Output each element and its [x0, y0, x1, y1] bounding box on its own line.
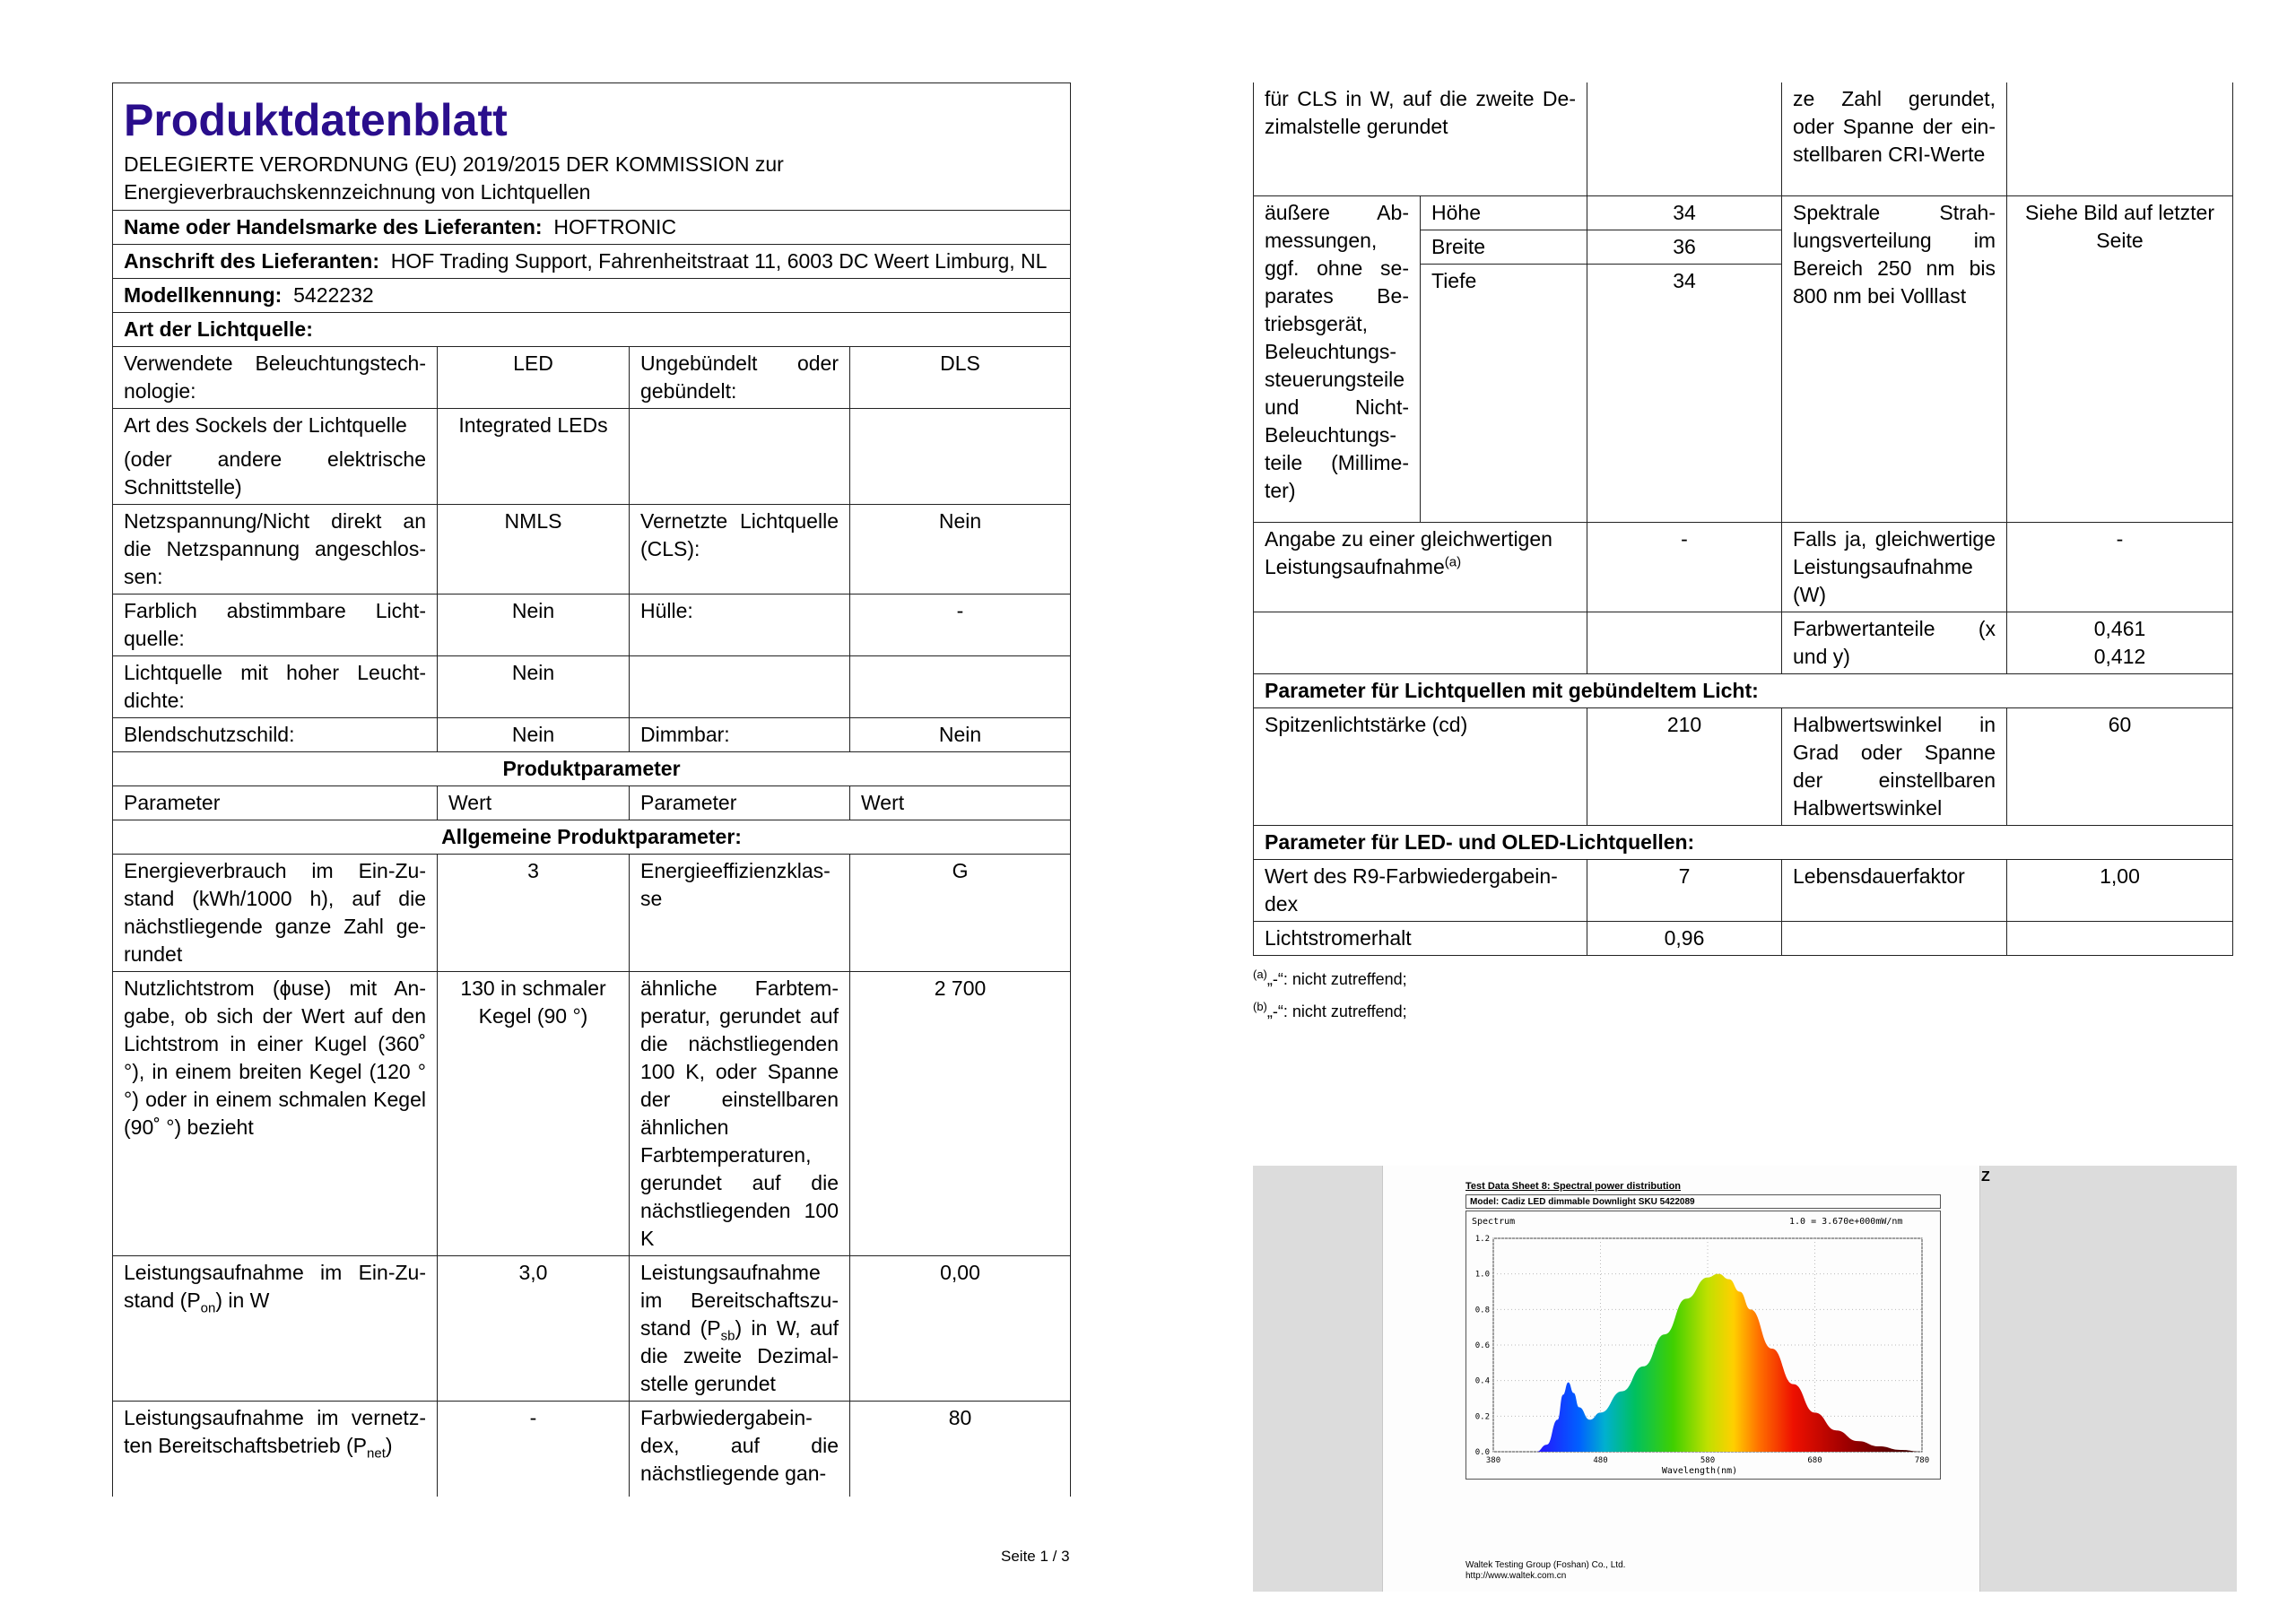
spectrum-footer: [1465, 1560, 1625, 1582]
x-tick-label: 780: [1914, 1456, 1930, 1465]
column-header: Parameter: [113, 786, 438, 820]
spectrum-plot-frame: [1465, 1211, 1941, 1480]
value-cell: Integrated LEDs: [438, 409, 630, 505]
lab-url: http://www.waltek.com.cn: [1465, 1571, 1567, 1581]
value-cell: LED: [438, 347, 630, 409]
param-cell: Leistungsaufnahme im Ein-Zustand $(P_{on})$ in W: [113, 1256, 438, 1402]
spectrum-sheet-title: Test Data Sheet 8: Spectral power distribution: [1465, 1181, 1682, 1192]
param-cell: Falls ja, gleichwertige Leistungsaufnahme (W): [1782, 523, 2007, 612]
table-row: [1254, 196, 2233, 230]
param-cell: Netzspannung/Nicht direkt an die Netzspannung angeschlossen:: [113, 505, 438, 595]
section-heading-product-params: Produktparameter: [113, 752, 1071, 786]
regulation-text: DELEGIERTE VERORDNUNG (EU) 2019/2015 DER KOMMISSION zur Energieverbrauchskennzeichnung von Lichtquellen: [124, 152, 784, 204]
value-cell: 130 in schmaler Kegel (90 °): [438, 972, 630, 1256]
model-label: Modellkennung:: [124, 283, 283, 307]
param-cell: ähnliche Farbtemperatur, gerundet auf die nächstliegenden 100 K, oder Spanne der einstellbaren ähnlichen Farbtemperaturen, gerundet auf die nächstliegenden 100 K: [630, 972, 850, 1256]
param-cell: Halbwertswinkel in Grad oder Spanne der einstellbaren Halbwertswinkel: [1782, 708, 2007, 826]
section-heading-general-params: Allgemeine Produktparameter:: [113, 820, 1071, 855]
x-tick-label: 580: [1700, 1456, 1716, 1465]
depth-value: 34: [1587, 265, 1782, 299]
spectrum-label: Spectrum: [1472, 1217, 1516, 1227]
table-row: [1254, 860, 2233, 922]
datasheet-page-1: [112, 82, 1070, 1497]
depth-label: Tiefe: [1421, 265, 1587, 299]
param-cell: Vernetzte Lichtquelle (CLS):: [630, 505, 850, 595]
value-cell: [2007, 82, 2233, 196]
width-label: Breite: [1421, 230, 1587, 265]
spectrum-test-sheet: [1382, 1166, 1980, 1592]
section-heading-led: Parameter für LED- und OLED-Lichtquellen:: [1254, 826, 2233, 860]
y-tick-label: 0.4: [1474, 1376, 1490, 1386]
page-number: Seite 1 / 3: [1001, 1548, 1070, 1565]
param-cell: Ungebündelt oder gebündelt:: [630, 347, 850, 409]
supplier-label: Name oder Handelsmarke des Lieferanten:: [124, 215, 543, 239]
y-tick-label: 0.6: [1474, 1341, 1490, 1350]
spectrum-curve: [1493, 1274, 1922, 1452]
table-row: [113, 347, 1071, 409]
table-row: [113, 1402, 1071, 1497]
param-cell: [630, 409, 850, 505]
value-cell: 0,96: [1587, 922, 1782, 956]
table-row: [1254, 708, 2233, 826]
section-heading-beam: Parameter für Lichtquellen mit gebündeltem Licht:: [1254, 674, 2233, 708]
table-row: [113, 718, 1071, 752]
x-tick-label: 380: [1485, 1456, 1501, 1465]
value-cell: -: [438, 1402, 630, 1497]
value-cell: G: [850, 855, 1071, 972]
param-cell: Blendschutzschild:: [113, 718, 438, 752]
value-cell: Nein: [850, 505, 1071, 595]
table-row: [113, 505, 1071, 595]
spectrum-scale-note: 1.0 = 3.670e+000mW/nm: [1789, 1217, 1903, 1227]
table-row: [113, 855, 1071, 972]
param-cell: Lichtquelle mit hoher Leuchtdichte:: [113, 656, 438, 718]
table-row: [113, 972, 1071, 1256]
model-value: 5422232: [293, 283, 374, 307]
param-cell: Wert des R9-Farbwiedergabeindex: [1254, 860, 1587, 922]
column-header-row: [113, 786, 1071, 820]
value-cell: 80: [850, 1402, 1071, 1497]
param-cell: Verwendete Beleuchtungstechnologie:: [113, 347, 438, 409]
value-cell: 60: [2007, 708, 2233, 826]
value-cell: Nein: [438, 656, 630, 718]
param-cell: (oder andere elektrische Schnittstelle): [124, 447, 426, 499]
y-tick-label: 0.2: [1474, 1412, 1490, 1422]
param-cell: Art des Sockels der Lichtquelle: [124, 413, 407, 437]
page-title: Produktdatenblatt: [124, 95, 508, 145]
value-cell: 210: [1587, 708, 1782, 826]
table-row: [1254, 523, 2233, 612]
param-cell: Energieverbrauch im Ein-Zustand (kWh/1000 h), auf die nächstliegende ganze Zahl gerundet: [113, 855, 438, 972]
x-axis-label: Wavelength(nm): [1661, 1466, 1738, 1476]
value-cell: 3: [438, 855, 630, 972]
param-cell: Dimmbar:: [630, 718, 850, 752]
param-cell: Lebensdauerfaktor: [1782, 860, 2007, 922]
param-cell: Leistungsaufnahme im vernetzten Bereitschaftsbetrieb $(P_{net})$: [113, 1402, 438, 1497]
spectrum-model: Model: Cadiz LED dimmable Downlight SKU 5422089: [1465, 1194, 1941, 1209]
value-cell: DLS: [850, 347, 1071, 409]
value-cell: 7: [1587, 860, 1782, 922]
value-cell: [1587, 82, 1782, 196]
value-cell: NMLS: [438, 505, 630, 595]
param-cell: für CLS in W, auf die zweite Dezimalstelle gerundet: [1254, 82, 1587, 196]
param-cell: Lichtstromerhalt: [1254, 922, 1587, 956]
value-cell: [850, 656, 1071, 718]
spectrum-chart: [1466, 1211, 1940, 1479]
param-cell: ze Zahl gerundet, oder Spanne der einstellbaren CRI-Werte: [1782, 82, 2007, 196]
height-value: 34: [1587, 196, 1782, 230]
param-cell: Leistungsaufnahme im Bereitschaftszustand $(P_{sb})$ in W, auf die zweite Dezimalstelle gerundet: [630, 1256, 850, 1402]
chroma-x: 0,461: [2093, 617, 2146, 640]
dimensions-label: äußere Abmessungen, ggf. ohne separates Betriebsgerät, Beleuchtungssteuerungsteile und Nicht-Beleuchtungsteile (Millimeter): [1254, 196, 1421, 523]
y-tick-label: 0.8: [1474, 1306, 1490, 1315]
datasheet-table-left: [112, 82, 1071, 1497]
value-cell: Nein: [438, 595, 630, 656]
x-tick-label: 680: [1807, 1456, 1822, 1465]
y-tick-label: 1.2: [1474, 1235, 1490, 1244]
table-row: [113, 595, 1071, 656]
datasheet-page-2: [1253, 82, 2232, 1028]
supplier-value: HOFTRONIC: [553, 215, 677, 239]
table-row: [1254, 922, 2233, 956]
value-cell: [2007, 612, 2233, 674]
param-cell: Spitzenlichtstärke (cd): [1254, 708, 1587, 826]
x-tick-label: 480: [1593, 1456, 1608, 1465]
address-label: Anschrift des Lieferanten:: [124, 249, 379, 273]
param-cell: Farbwiedergabeindex, auf die nächstliegende gan-: [630, 1402, 850, 1497]
table-row: [1254, 82, 2233, 196]
value-cell: -: [850, 595, 1071, 656]
width-value: 36: [1587, 230, 1782, 265]
param-cell: Spektrale Strahlungsverteilung im Bereich 250 nm bis 800 nm bei Volllast: [1782, 196, 2007, 523]
light-source-type-label: Art der Lichtquelle:: [113, 313, 1071, 347]
param-cell: Energieeffizienzklasse: [630, 855, 850, 972]
param-cell: [630, 656, 850, 718]
value-cell: -: [1587, 523, 1782, 612]
value-cell: Nein: [438, 718, 630, 752]
column-header: Wert: [850, 786, 1071, 820]
param-cell: Farblich abstimmbare Lichtquelle:: [113, 595, 438, 656]
value-cell: 0,00: [850, 1256, 1071, 1402]
value-cell: 3,0: [438, 1256, 630, 1402]
value-cell: 2 700: [850, 972, 1071, 1256]
param-cell: Angabe zu einer gleichwertigen Leistungsaufnahme$^{(a)}$: [1254, 523, 1587, 612]
table-row: [113, 409, 1071, 505]
value-cell: Nein: [850, 718, 1071, 752]
y-tick-label: 0.0: [1474, 1448, 1490, 1457]
table-row: [1254, 612, 2233, 674]
datasheet-table-right: [1253, 82, 2233, 956]
spectrum-image: [1253, 1166, 2237, 1592]
footnote: $^{(b)}$„-“: nicht zutreffend;: [1253, 1000, 1407, 1020]
footnotes: [1253, 963, 2232, 1028]
value-cell: Siehe Bild auf letzter Seite: [2007, 196, 2233, 523]
value-cell: [850, 409, 1071, 505]
footnote: $^{(a)}$„-“: nicht zutreffend;: [1253, 968, 1407, 988]
param-cell: Farbwertanteile (x und y): [1782, 612, 2007, 674]
corner-mark: Z: [1981, 1169, 1990, 1185]
height-label: Höhe: [1421, 196, 1587, 230]
lab-name: Waltek Testing Group (Foshan) Co., Ltd.: [1465, 1560, 1626, 1570]
column-header: Wert: [438, 786, 630, 820]
value-cell: 1,00: [2007, 860, 2233, 922]
table-row: [113, 656, 1071, 718]
param-cell: Nutzlichtstrom (ϕuse) mit Angabe, ob sich der Wert auf den Lichtstrom in einer Kugel (360˚ °), in einem breiten Kegel (120 °°) oder in einem schmalen Kegel (90˚ °) bezieht: [113, 972, 438, 1256]
table-row: [113, 1256, 1071, 1402]
address-value: HOF Trading Support, Fahrenheitstraat 11, 6003 DC Weert Limburg, NL: [390, 249, 1048, 273]
param-cell: Hülle:: [630, 595, 850, 656]
y-tick-label: 1.0: [1474, 1270, 1490, 1280]
value-cell: -: [2007, 523, 2233, 612]
chroma-y: 0,412: [2093, 645, 2146, 668]
column-header: Parameter: [630, 786, 850, 820]
